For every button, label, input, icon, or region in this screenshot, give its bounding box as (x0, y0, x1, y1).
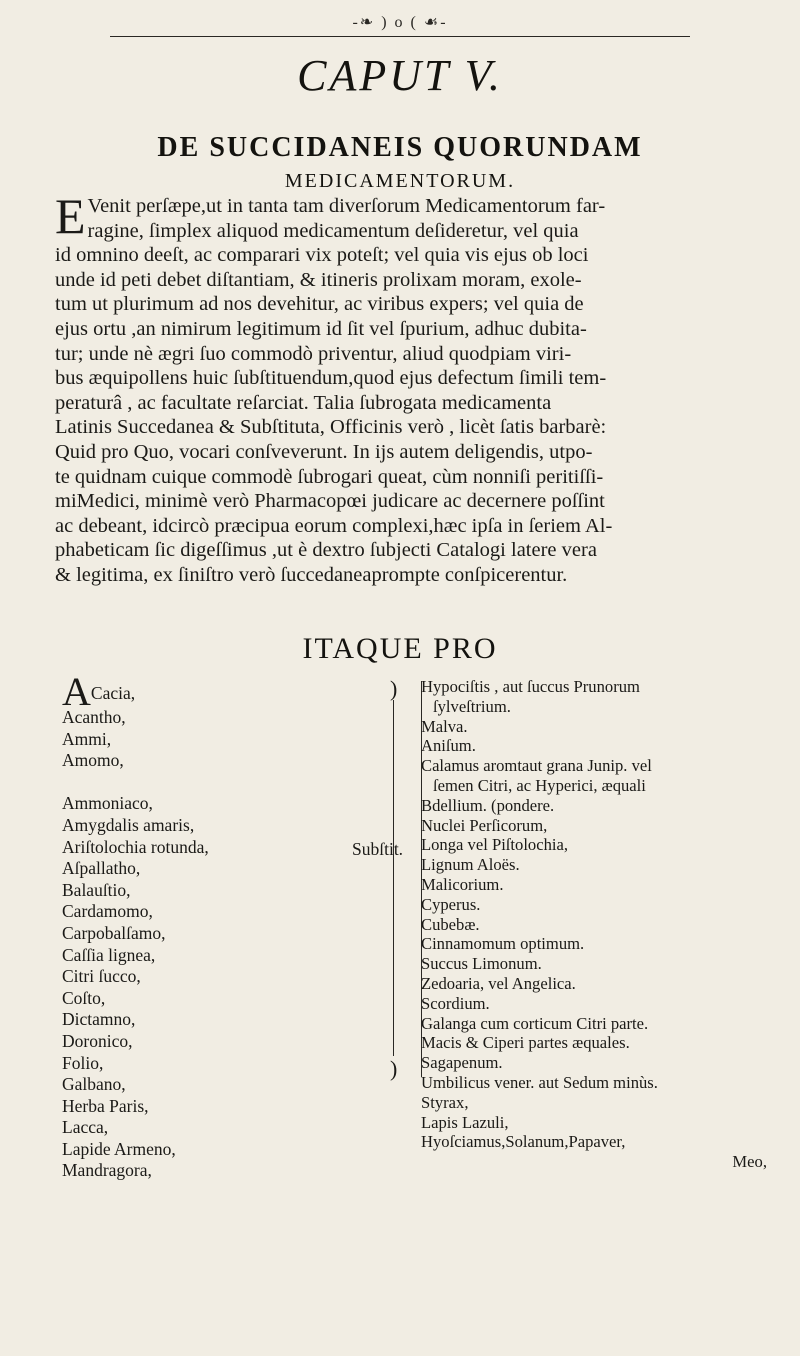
right-list-item: Cubebæ. (421, 914, 480, 934)
left-list-item: Ammoniaco, (62, 793, 153, 814)
left-list (62, 669, 302, 1182)
right-list-item: Galanga cum corticum Citri parte. (421, 1013, 649, 1033)
paragraph-line: ragine, ſimplex aliquod medicamentum deſideretur, vel quia (87, 219, 579, 242)
left-list-item: Doronico, (62, 1030, 133, 1051)
right-list-item: Macis & Ciperi partes æquales. (421, 1033, 630, 1053)
right-list-item: Bdellium. (pondere. (421, 795, 555, 815)
brace-line (393, 700, 394, 1056)
section-title-line1: DE SUCCIDANEIS QUORUNDAM (157, 132, 643, 163)
paragraph-line: tum ut plurimum ad nos devehitur, ac viribus expers; vel quia de (55, 293, 584, 316)
right-list-item: Lapis Lazuli, (421, 1112, 509, 1132)
paragraph-line: ejus ortu ,an nimirum legitimum id ſit vel ſpurium, adhuc dubita- (55, 317, 587, 340)
right-list-item: Nuclei Perſicorum, (421, 815, 548, 835)
section-title-line2: MEDICAMENTORUM. (284, 170, 516, 192)
left-list-item: Herba Paris, (62, 1095, 149, 1116)
right-list-item: Succus Limonum. (421, 954, 542, 974)
drop-cap: E (55, 188, 86, 244)
right-list-item: Scordium. (421, 993, 490, 1013)
right-list-item: Calamus aromtaut grana Junip. vel (421, 756, 652, 776)
list-drop-cap: A (62, 669, 91, 714)
header-rule (110, 36, 690, 37)
chapter-title: CAPUT V. (297, 51, 503, 100)
right-list-item: Umbilicus vener. aut Sedum minùs. (421, 1072, 658, 1092)
left-list-item: Cardamomo, (62, 901, 153, 922)
intro-paragraph (55, 188, 775, 588)
right-list (421, 677, 771, 1172)
left-list-item: Balauſtio, (62, 879, 131, 900)
left-list-item: Acantho, (62, 707, 126, 727)
right-list-item: Sagapenum. (421, 1053, 503, 1073)
left-list-item: Mandragora, (62, 1160, 152, 1181)
right-list-item: ſemen Citri, ac Hyperici, æquali (433, 775, 646, 795)
paragraph-line: tur; unde nè ægri ſuo commodò priventur, aliud quodpiam viri- (55, 342, 572, 365)
right-list-item: Hypociſtis , aut ſuccus Prunorum (421, 677, 640, 696)
right-list-item: Zedoaria, vel Angelica. (421, 973, 576, 993)
right-list-item: Cinnamomum optimum. (421, 934, 585, 954)
left-list-item: Ariſtolochia rotunda, (62, 836, 209, 857)
paragraph-line: id omnino deeſt, ac comparari vix poteſt; vel quia vis ejus ob loci (55, 244, 589, 267)
paragraph-line: Venit perſæpe,ut in tanta tam diverſorum Medicamentorum far- (87, 195, 606, 217)
left-list-item: Coſto, (62, 987, 106, 1008)
paragraph-line: ac debeant, idcircò præcipua eorum complexi,hæc ipſa in ſeriem Al- (55, 514, 613, 537)
substitute-label: Subſtit. (352, 839, 404, 859)
itaque-heading: ITAQUE PRO (302, 632, 498, 665)
left-list-item: Aſpallatho, (62, 858, 141, 879)
left-list-item: Lacca, (62, 1117, 109, 1138)
right-list-item: Styrax, (421, 1092, 469, 1112)
left-list-item (62, 669, 302, 714)
left-list-item: Carpobalſamo, (62, 922, 166, 943)
paragraph-line: phabeticam ſic digeſſimus ,ut è dextro ſubjecti Catalogi latere vera (55, 539, 597, 562)
right-list-item: Aniſum. (421, 736, 476, 756)
paragraph-line: unde id peti debet diſtantiam, & itineris prolixam moram, exole- (55, 268, 582, 291)
left-list-item: Galbano, (62, 1074, 126, 1095)
catchword: Meo, (732, 1152, 767, 1172)
paragraph-line: te quidnam cuique commodè ſubrogari queat, cùm nonniſi peritiſſi- (55, 465, 604, 488)
left-list-item: Caſſia lignea, (62, 944, 156, 965)
paragraph-line: bus æquipollens huic ſubſtituendum,quod ejus defectum ſimili tem- (55, 367, 607, 390)
left-list-item: Amomo, (62, 750, 124, 771)
left-list-item: Lapide Armeno, (62, 1138, 176, 1159)
left-list-item: Ammi, (62, 728, 112, 749)
paragraph-line: Latinis Succedanea & Subſtituta, Officinis verò , licèt ſatis barbarè: (55, 416, 607, 439)
left-list-item: Folio, (62, 1052, 104, 1073)
right-list-item: Malicorium. (421, 874, 504, 894)
left-list-item: Amygdalis amaris, (62, 814, 195, 835)
right-list-item: Malva. (421, 716, 468, 736)
header-ornament: -❧ ) o ( ☙- (352, 14, 448, 31)
right-list-item: Lignum Aloës. (421, 855, 520, 875)
right-list-item: ſylveſtrium. (433, 696, 511, 716)
left-list-gap (62, 772, 302, 794)
left-list-item: Dictamno, (62, 1009, 136, 1030)
right-list-item: Cyperus. (421, 894, 481, 914)
paragraph-line: & legitima, ex ſiniſtro verò ſuccedaneaprompte conſpicerentur. (55, 563, 568, 586)
left-list-item: Citri ſucco, (62, 966, 141, 987)
paragraph-line: Quid pro Quo, vocari conſveverunt. In ijs autem deligendis, utpo- (55, 440, 593, 463)
right-list-item: Hyoſciamus,Solanum,Papaver, (421, 1132, 626, 1152)
brace-top-icon: ) (390, 676, 398, 701)
left-list-item-text: Cacia, (90, 683, 136, 703)
paragraph-line: peraturâ , ac facultate reſarciat. Talia ſubrogata medicamenta (55, 391, 552, 414)
brace-bottom-icon: ) (390, 1056, 398, 1081)
paragraph-line: miMedici, minimè verò Pharmacopœi judicare ac decernere poſſint (55, 490, 605, 513)
right-list-item: Longa vel Piſtolochia, (421, 835, 569, 855)
